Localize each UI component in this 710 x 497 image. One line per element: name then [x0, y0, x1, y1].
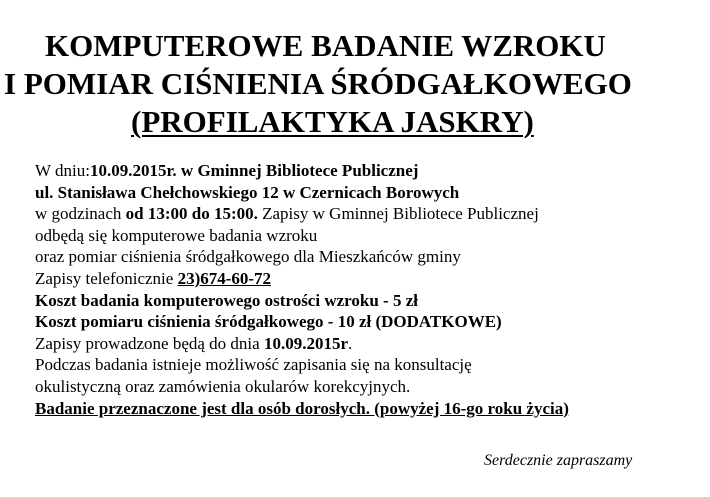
hours-line — [35, 203, 695, 225]
address-line: ul. Stanisława Chełchowskiego 12 w Czernicach Borowych — [35, 182, 460, 202]
deadline-suffix: . — [348, 333, 353, 353]
title-line-2: I POMIAR CIŚNIENIA ŚRÓDGAŁKOWEGO — [4, 66, 632, 101]
title-line-1: KOMPUTEROWE BADANIE WZROKU — [45, 28, 606, 63]
hours-value: od 13:00 do 15:00. — [125, 204, 258, 224]
deadline-line — [35, 333, 695, 355]
cost-pressure-line: Koszt pomiaru ciśnienia śródgałkowego - 10 zł (DODATKOWE) — [35, 312, 502, 332]
deadline-date: 10.09.2015r — [263, 333, 348, 353]
pressure-line: oraz pomiar ciśnienia śródgałkowego dla Mieszkańców gminy — [35, 247, 461, 267]
phone-line — [35, 268, 695, 290]
deadline-prefix: Zapisy prowadzone będą do dnia — [35, 333, 264, 353]
hours-suffix: Zapisy w Gminnej Bibliotece Publicznej — [257, 204, 539, 224]
date-and-place: 10.09.2015r. w Gminnej Bibliotece Publicznej — [89, 161, 419, 180]
date-location-line — [35, 160, 695, 182]
consultation-line: Podczas badania istnieje możliwość zapisania się na konsultację — [35, 355, 472, 375]
hours-prefix: w godzinach — [35, 204, 126, 224]
glasses-line: okulistyczną oraz zamówienia okularów korekcyjnych. — [35, 376, 411, 396]
phone-prefix: Zapisy telefonicznie — [35, 268, 178, 288]
title-line-3-text: (PROFILAKTYKA JASKRY) — [131, 104, 534, 139]
announcement-body — [35, 160, 695, 419]
adults-only-line: Badanie przeznaczone jest dla osób dorosłych. (powyżej 16-go roku życia) — [35, 398, 569, 418]
title-line-3 — [0, 106, 710, 137]
closing-invitation: Serdecznie zapraszamy — [484, 452, 633, 469]
date-prefix: W dniu: — [35, 161, 90, 180]
phone-number: 23)674-60-72 — [177, 268, 272, 288]
cost-vision-line: Koszt badania komputerowego ostrości wzroku - 5 zł — [35, 290, 418, 310]
exam-line: odbędą się komputerowe badania wzroku — [35, 225, 318, 245]
